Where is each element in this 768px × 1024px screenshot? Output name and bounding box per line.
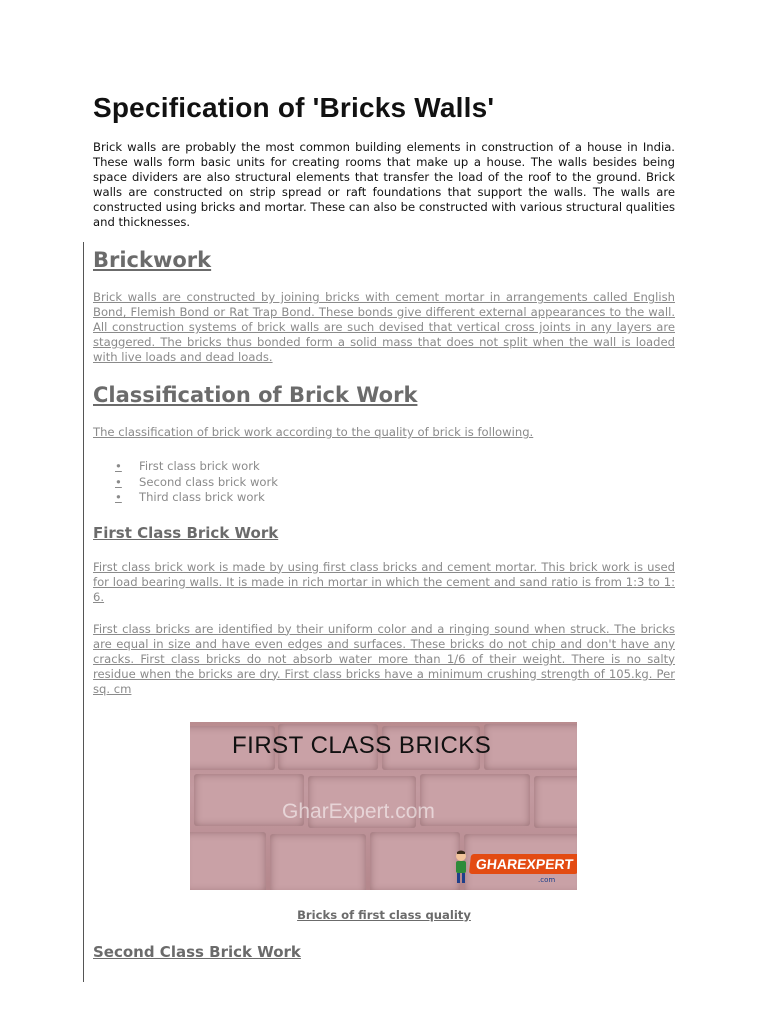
first-class-bricks-image xyxy=(190,722,577,890)
brickwork-heading[interactable]: Brickwork xyxy=(93,248,212,272)
image-title-text: FIRST CLASS BRICKS xyxy=(232,732,492,759)
second-class-heading[interactable]: Second Class Brick Work xyxy=(93,943,301,961)
first-class-paragraph-2[interactable]: First class bricks are identified by their uniform color and a ringing sound when struck. The bricks are equal in size and have even edges and surfaces. These bricks do not chip and don't have any cracks. First class bricks do not absorb water more than 1/6 of their weight. There is no salty residue when the bricks are dry. First class bricks have a minimum crushing strength of 105.kg. Per sq. cm xyxy=(93,621,675,696)
first-class-paragraph-1[interactable]: First class brick work is made by using first class bricks and cement mortar. This brick work is used for load bearing walls. It is made in rich mortar in which the cement and sand ratio is from 1:3 to 1: 6. xyxy=(93,559,675,604)
brick-shape xyxy=(190,832,266,890)
brick-shape xyxy=(270,834,366,890)
classification-list xyxy=(93,459,675,506)
classification-paragraph[interactable]: The classification of brick work according to the quality of brick is following. xyxy=(93,425,534,439)
list-item[interactable] xyxy=(93,459,675,475)
list-item[interactable] xyxy=(93,490,675,506)
page-title: Specification of 'Bricks Walls' xyxy=(93,92,495,123)
gharexpert-logo xyxy=(452,850,575,884)
brick-shape xyxy=(484,724,577,770)
list-item-label[interactable]: Third class brick work xyxy=(139,490,265,504)
brick-shape xyxy=(534,776,577,828)
logo-subtext: .com xyxy=(538,876,556,884)
content-column xyxy=(93,248,675,697)
image-caption[interactable]: Bricks of first class quality xyxy=(297,908,471,922)
list-item-label[interactable]: First class brick work xyxy=(139,459,260,473)
first-class-heading[interactable]: First Class Brick Work xyxy=(93,523,279,542)
bullet-icon: • xyxy=(115,474,122,489)
intro-paragraph: Brick walls are probably the most common building elements in construction of a house in India. These walls form basic units for creating rooms that make up a house. The walls besides being space dividers are also structural elements that transfer the load of the roof to the ground. Brick walls are constructed on strip spread or raft foundations that support the walls. The walls are constructed using bricks and mortar. These can also be constructed with various structural qualities and thicknesses. xyxy=(93,140,675,229)
brickwork-paragraph[interactable]: Brick walls are constructed by joining bricks with cement mortar in arrangements called English Bond, Flemish Bond or Rat Trap Bond. These bonds give different external appearances to the wall. All construction systems of brick walls are such devised that vertical cross joints in any layers are staggered. The bricks thus bonded form a solid mass that does not split when the wall is loaded with live loads and dead loads. xyxy=(93,290,675,364)
logo-text: GHAREXPERT xyxy=(469,854,577,874)
classification-heading[interactable]: Classification of Brick Work xyxy=(93,383,418,407)
list-item[interactable] xyxy=(93,475,675,491)
list-item-label[interactable]: Second class brick work xyxy=(139,474,278,489)
image-watermark: GharExpert.com xyxy=(282,800,435,823)
brick-shape xyxy=(370,832,460,890)
mascot-icon xyxy=(452,850,470,884)
bullet-icon: • xyxy=(115,490,122,504)
bullet-icon: • xyxy=(115,459,122,473)
brick-shape xyxy=(420,774,530,826)
left-rule xyxy=(83,242,84,982)
